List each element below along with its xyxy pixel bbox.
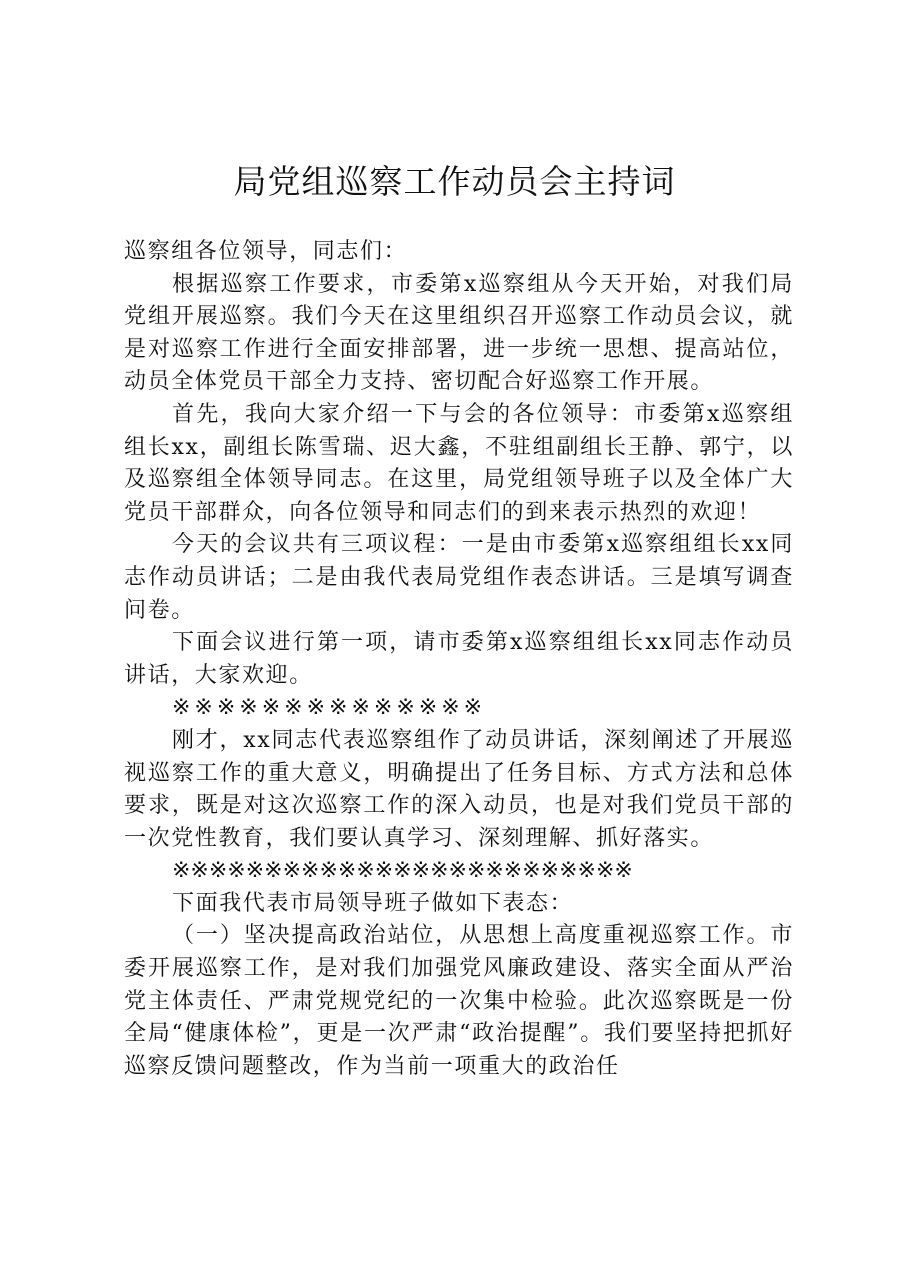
paragraph-statement-intro: 下面我代表市局领导班子做如下表态： bbox=[172, 890, 574, 916]
paragraph-point-one: （一）坚决提高政治站位，从思想上高度重视巡察工作。市委开展巡察工作，是对我们加强党风廉政建设、落实全面从严治党主体责任、严肃党规党纪的一次集中检验。此次巡察既是一份全局“健康体检”，更是一次严肃“政治提醒”。我们要坚持把抓好巡察反馈问题整改，作为当前一项重大的政治任 bbox=[124, 923, 794, 1079]
paragraph-after-speech: 刚才，xx同志代表巡察组作了动员讲话，深刻阐述了开展巡视巡察工作的重大意义，明确提出了任务目标、方式方法和总体要求，既是对这次巡察工作的深入动员，也是对我们党员干部的一次党性教育，我们要认真学习、深刻理解、抓好落实。 bbox=[124, 727, 794, 851]
separator-marks-1: ※※※※※※※※※※※※※※ bbox=[172, 695, 487, 721]
paragraph-leaders: 首先，我向大家介绍一下与会的各位领导：市委第x巡察组组长xx，副组长陈雪瑞、迟大鑫，不驻组副组长王静、郭宁，以及巡察组全体领导同志。在这里，局党组领导班子以及全体广大党员干部群众，向各位领导和同志们的到来表示热烈的欢迎！ bbox=[124, 401, 794, 525]
paragraph-first-item: 下面会议进行第一项，请市委第x巡察组组长xx同志作动员讲话，大家欢迎。 bbox=[124, 630, 794, 688]
paragraph-intro: 根据巡察工作要求，市委第x巡察组从今天开始，对我们局党组开展巡察。我们今天在这里组织召开巡察工作动员会议，就是对巡察工作进行全面安排部署，进一步统一思想、提高站位，动员全体党员干部全力支持、密切配合好巡察工作开展。 bbox=[124, 271, 794, 395]
document-body bbox=[124, 236, 794, 1083]
document-title: 局党组巡察工作动员会主持词 bbox=[233, 162, 676, 201]
paragraph-agenda: 今天的会议共有三项议程：一是由市委第x巡察组组长xx同志作动员讲话；二是由我代表局党组作表态讲话。三是填写调查问卷。 bbox=[124, 532, 794, 623]
salutation: 巡察组各位领导，同志们： bbox=[124, 239, 408, 264]
separator-marks-2: ※※※※※※※※※※※※※※※※※※※※※※※※※ bbox=[172, 858, 633, 884]
